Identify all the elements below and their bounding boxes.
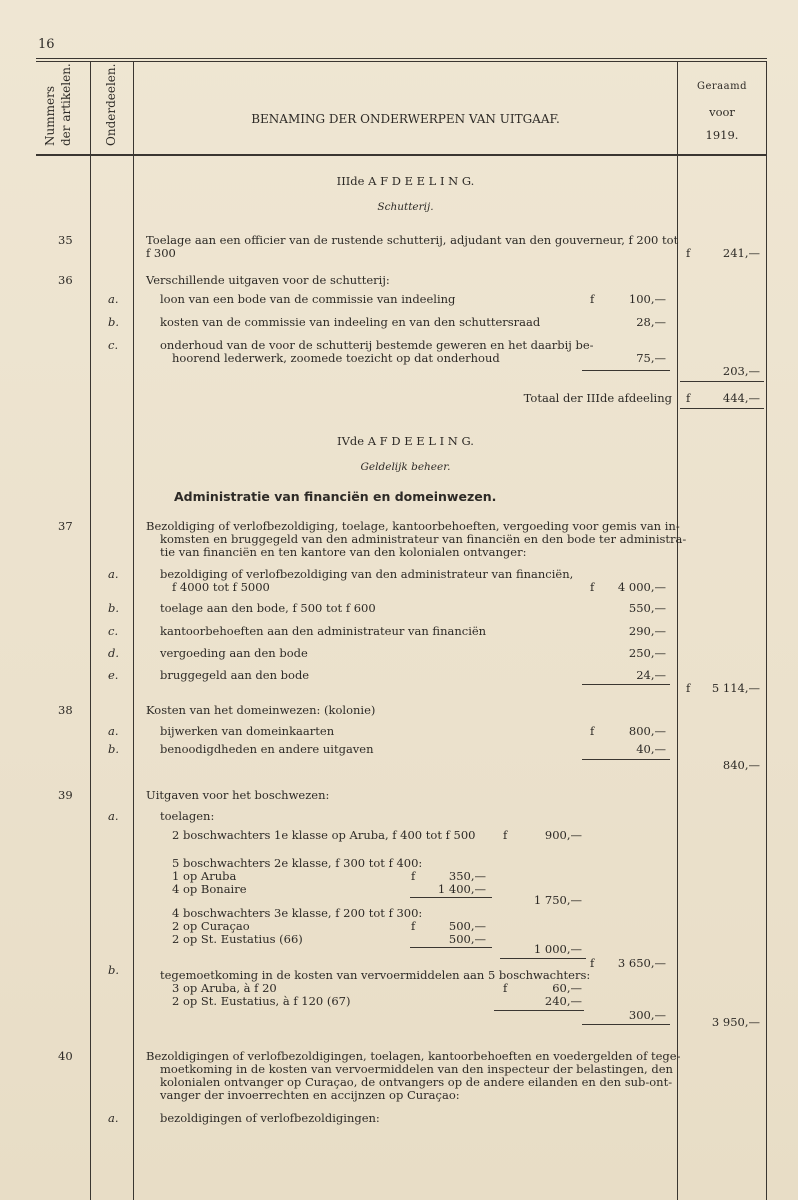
column-divider-3	[677, 61, 678, 1200]
amount: 24,—	[636, 668, 666, 682]
currency-symbol: f	[686, 246, 691, 260]
page-number: 16	[38, 37, 55, 52]
amount: 3 950,—	[711, 1015, 760, 1029]
header-top-rule-2	[36, 61, 767, 62]
section3-title: IIIde A F D E E L I N G.	[336, 174, 475, 188]
sum-rule	[582, 759, 670, 760]
item-text: toelagen:	[160, 809, 215, 823]
sum-rule	[410, 947, 492, 948]
article-text: tie van financiën en ten kantore van den kolonialen ontvanger:	[160, 545, 527, 559]
column-divider-2	[133, 61, 134, 1200]
item-text: 3 op Aruba, à f 20	[172, 981, 277, 995]
amount: 3 650,—	[617, 956, 666, 970]
article-text: komsten en bruggegeld van den administrateur van financiën en den bode ter administra-	[160, 532, 687, 546]
header-col-benaming: BENAMING DER ONDERWERPEN VAN UITGAAF.	[251, 112, 560, 126]
sub-letter: a.	[108, 292, 119, 306]
amount: 28,—	[636, 315, 666, 329]
amount: 500,—	[448, 919, 486, 933]
section4-heading: Administratie van financiën en domeinwezen.	[174, 489, 497, 504]
currency-symbol: f	[590, 724, 595, 738]
amount: 100,—	[628, 292, 666, 306]
sub-letter: b.	[108, 742, 120, 756]
item-text: bijwerken van domeinkaarten	[160, 724, 335, 738]
amount: 550,—	[628, 601, 666, 615]
article-text: Kosten van het domeinwezen: (kolonie)	[146, 703, 376, 717]
sub-letter: c.	[108, 624, 119, 638]
item-text: tegemoetkoming in de kosten van vervoermiddelen aan 5 boschwachters:	[160, 968, 591, 982]
item-text: 5 boschwachters 2e klasse, f 300 tot f 400:	[172, 856, 423, 870]
currency-symbol: f	[503, 981, 508, 995]
amount: 241,—	[722, 246, 760, 260]
amount: 1 750,—	[533, 893, 582, 907]
sum-rule	[680, 381, 764, 382]
item-text: kantoorbehoeften aan den administrateur van financiën	[160, 624, 487, 638]
header-col-year: 1919.	[705, 128, 739, 142]
currency-symbol: f	[503, 828, 508, 842]
sub-letter: c.	[108, 338, 119, 352]
item-text: 2 boschwachters 1e klasse op Aruba, f 400 tot f 500	[172, 828, 476, 842]
article-number: 37	[58, 519, 73, 533]
amount: 1 000,—	[533, 942, 582, 956]
article-number: 36	[58, 273, 73, 287]
currency-symbol: f	[590, 956, 595, 970]
item-text: 4 op Bonaire	[172, 882, 247, 896]
item-text: onderhoud van de voor de schutterij bestemde geweren en het daarbij be-	[160, 338, 594, 352]
article-text: Uitgaven voor het boschwezen:	[146, 788, 330, 802]
article-text: vanger der invoerrechten en accijnzen op Curaçao:	[160, 1088, 460, 1102]
article-text: kolonialen ontvanger op Curaçao, de ontvangers op de andere eilanden en den sub-ont-	[160, 1075, 673, 1089]
amount: 300,—	[628, 1008, 666, 1022]
currency-symbol: f	[590, 292, 595, 306]
amount: 40,—	[636, 742, 666, 756]
header-col-voor: voor	[709, 105, 735, 119]
item-text: 2 op St. Eustatius (66)	[172, 932, 303, 946]
article-number: 39	[58, 788, 73, 802]
amount: 840,—	[722, 758, 760, 772]
amount: 290,—	[628, 624, 666, 638]
item-text: 2 op St. Eustatius, à f 120 (67)	[172, 994, 351, 1008]
amount: 350,—	[448, 869, 486, 883]
column-divider-4	[766, 61, 767, 1200]
currency-symbol: f	[411, 919, 416, 933]
item-text: kosten van de commissie van indeeling en van den schuttersraad	[160, 315, 541, 329]
article-number: 35	[58, 233, 73, 247]
sub-letter: d.	[108, 646, 120, 660]
item-text: 1 op Aruba	[172, 869, 237, 883]
currency-symbol: f	[590, 580, 595, 594]
sub-letter: b.	[108, 315, 120, 329]
amount: 75,—	[636, 351, 666, 365]
section3-subtitle: Schutterij.	[377, 201, 434, 213]
section4-title: IVde A F D E E L I N G.	[337, 434, 474, 448]
header-top-rule	[36, 58, 767, 59]
sum-rule	[680, 408, 764, 409]
article-text: Verschillende uitgaven voor de schutterij:	[146, 273, 390, 287]
sum-rule	[410, 897, 492, 898]
item-text: hoorend lederwerk, zoomede toezicht op dat onderhoud	[172, 351, 500, 365]
amount: 1 400,—	[437, 882, 486, 896]
item-text: 4 boschwachters 3e klasse, f 200 tot f 300:	[172, 906, 423, 920]
article-number: 38	[58, 703, 73, 717]
item-text: f 4000 tot f 5000	[172, 580, 270, 594]
article-text: moetkoming in de kosten van vervoermiddelen van den inspecteur der belastingen, den	[160, 1062, 673, 1076]
sum-rule	[582, 684, 670, 685]
article-number: 40	[58, 1049, 73, 1063]
article-text: f 300	[146, 246, 176, 260]
article-text: Bezoldiging of verlofbezoldiging, toelage, kantoorbehoeften, vergoeding voor gemis van in-	[146, 519, 680, 533]
header-col-nummers: Nummers der artikelen.	[43, 63, 73, 146]
header-col-geraamd: Geraamd	[697, 81, 747, 92]
amount: 250,—	[628, 646, 666, 660]
item-text: 2 op Curaçao	[172, 919, 250, 933]
amount: 5 114,—	[711, 681, 760, 695]
amount: 800,—	[628, 724, 666, 738]
item-text: bruggegeld aan den bode	[160, 668, 310, 682]
article-text: Bezoldigingen of verlofbezoldigingen, toelagen, kantoorbehoeften en voedergelden of tege-	[146, 1049, 681, 1063]
amount: 60,—	[552, 981, 582, 995]
column-divider-1	[90, 61, 91, 1200]
sub-letter: b.	[108, 963, 120, 977]
sub-letter: a.	[108, 724, 119, 738]
currency-symbol: f	[686, 681, 691, 695]
sub-letter: a.	[108, 567, 119, 581]
amount: 4 000,—	[617, 580, 666, 594]
article-text: Toelage aan een officier van de rustende schutterij, adjudant van den gouverneur, f 200 tot	[146, 233, 679, 247]
sum-rule	[582, 1024, 670, 1025]
currency-symbol: f	[686, 391, 691, 405]
amount: 500,—	[448, 932, 486, 946]
item-text: toelage aan den bode, f 500 tot f 600	[160, 601, 376, 615]
section3-total-amount: 444,—	[722, 391, 760, 405]
sub-letter: e.	[108, 668, 119, 682]
header-col-onderdeelen: Onderdeelen.	[104, 63, 118, 146]
item-text: benoodigdheden en andere uitgaven	[160, 742, 374, 756]
amount: 203,—	[722, 364, 760, 378]
currency-symbol: f	[411, 869, 416, 883]
sum-rule	[582, 370, 670, 371]
item-text: loon van een bode van de commissie van indeeling	[160, 292, 456, 306]
amount: 900,—	[544, 828, 582, 842]
sub-letter: b.	[108, 601, 120, 615]
amount: 240,—	[544, 994, 582, 1008]
item-text: vergoeding aan den bode	[160, 646, 308, 660]
item-text: bezoldigingen of verlofbezoldigingen:	[160, 1111, 380, 1125]
item-text: bezoldiging of verlofbezoldiging van den administrateur van financiën,	[160, 567, 574, 581]
sub-letter: a.	[108, 809, 119, 823]
section3-total-label: Totaal der IIIde afdeeling	[523, 391, 672, 405]
sum-rule	[500, 958, 586, 959]
header-bottom-rule	[36, 154, 767, 156]
section4-subtitle: Geldelijk beheer.	[360, 461, 451, 473]
sub-letter: a.	[108, 1111, 119, 1125]
sum-rule	[494, 1010, 584, 1011]
